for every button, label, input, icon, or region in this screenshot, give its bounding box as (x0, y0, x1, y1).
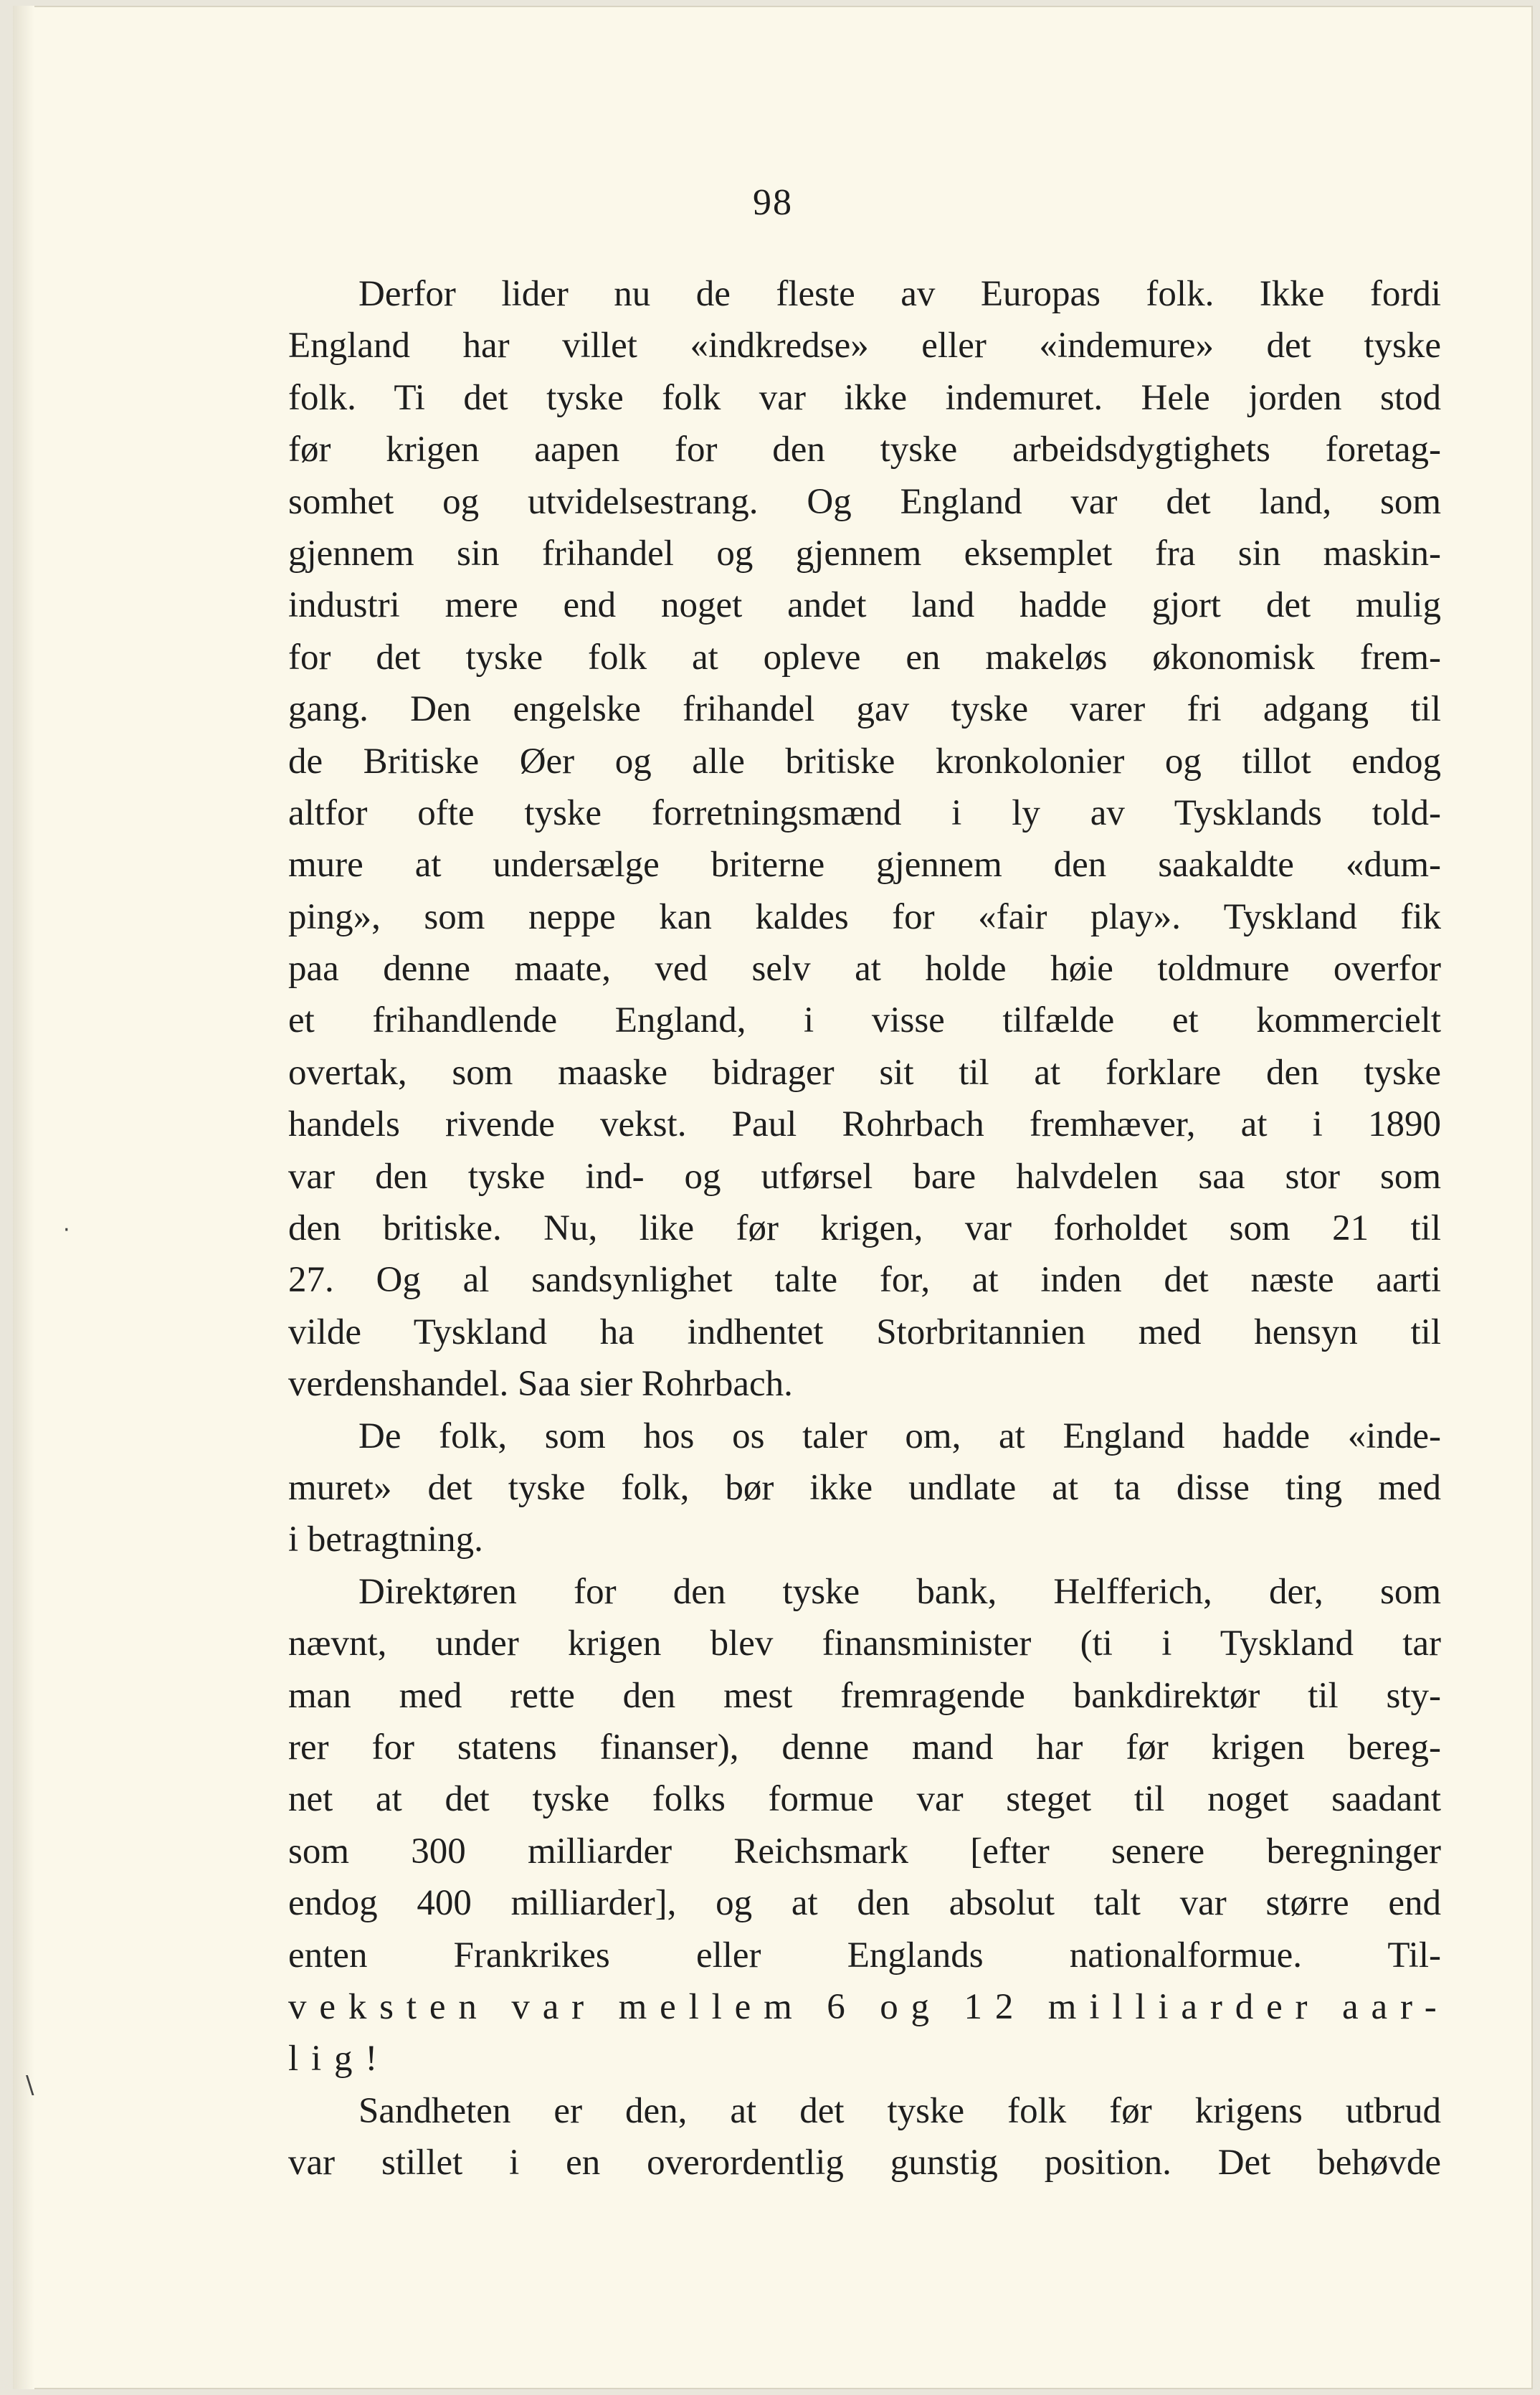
text-line: enten Frankrikes eller Englands nationalformue. Til- (288, 1935, 1441, 1976)
text-line: var den tyske ind- og utførsel bare halvdelen saa stor som (288, 1156, 1441, 1197)
text-line: De folk, som hos os taler om, at England hadde «inde- (358, 1415, 1441, 1456)
text-line: nævnt, under krigen blev finansminister (ti i Tyskland tar (288, 1623, 1441, 1664)
text-line: somhet og utvidelsestrang. Og England var det land, som (288, 481, 1441, 522)
text-line: verdenshandel. Saa sier Rohrbach. (288, 1364, 793, 1405)
text-line-spaced: lig! (288, 2039, 391, 2079)
text-line: 27. Og al sandsynlighet talte for, at inden det næste aarti (288, 1260, 1441, 1301)
text-line: den britiske. Nu, like før krigen, var forholdet som 21 til (288, 1208, 1441, 1249)
text-line: rer for statens finanser), denne mand har før krigen bereg- (288, 1727, 1441, 1768)
margin-mark: \ (26, 2071, 34, 2100)
text-line: net at det tyske folks formue var steget til noget saadant (288, 1779, 1441, 1820)
text-line: altfor ofte tyske forretningsmænd i ly av Tysklands told- (288, 792, 1441, 833)
page-number: 98 (753, 182, 793, 223)
text-line: som 300 milliarder Reichsmark [efter senere beregninger (288, 1831, 1441, 1872)
text-line: overtak, som maaske bidrager sit til at forklare den tyske (288, 1052, 1441, 1093)
page-edge (13, 6, 34, 2389)
text-line: gjennem sin frihandel og gjennem eksemplet fra sin maskin- (288, 533, 1441, 574)
text-line: ping», som neppe kan kaldes for «fair play». Tyskland fik (288, 896, 1441, 937)
text-line-spaced: veksten var mellem 6 og 12 milliarder aar- (288, 1986, 1450, 2027)
text-line: de Britiske Øer og alle britiske kronkolonier og tillot endog (288, 741, 1441, 782)
text-line: folk. Ti det tyske folk var ikke indemuret. Hele jorden stod (288, 377, 1441, 418)
text-line: industri mere end noget andet land hadde gjort det mulig (288, 585, 1441, 626)
text-line: i betragtning. (288, 1519, 483, 1560)
book-page (13, 6, 1533, 2389)
body-text (288, 268, 1450, 2188)
text-line: et frihandlende England, i visse tilfælde et kommercielt (288, 1000, 1441, 1041)
text-line: muret» det tyske folk, bør ikke undlate at ta disse ting med (288, 1467, 1441, 1508)
text-line: handels rivende vekst. Paul Rohrbach fremhæver, at i 1890 (288, 1104, 1441, 1145)
text-line: Direktøren for den tyske bank, Helfferich, der, som (358, 1571, 1441, 1612)
text-line: vilde Tyskland ha indhentet Storbritannien med hensyn til (288, 1312, 1441, 1352)
text-line: endog 400 milliarder], og at den absolut talt var større end (288, 1883, 1441, 1924)
text-line: for det tyske folk at opleve en makeløs økonomisk frem- (288, 637, 1441, 678)
text-line: Sandheten er den, at det tyske folk før krigens utbrud (358, 2090, 1441, 2131)
margin-mark: · (63, 1218, 70, 1243)
text-line: gang. Den engelske frihandel gav tyske varer fri adgang til (288, 689, 1441, 730)
text-line: Derfor lider nu de fleste av Europas folk. Ikke fordi (358, 274, 1441, 314)
text-line: var stillet i en overordentlig gunstig position. Det behøvde (288, 2143, 1441, 2183)
text-line: man med rette den mest fremragende bankdirektør til sty- (288, 1675, 1441, 1716)
text-line: mure at undersælge briterne gjennem den saakaldte «dum- (288, 845, 1441, 886)
text-line: paa denne maate, ved selv at holde høie toldmure overfor (288, 949, 1441, 990)
text-line: før krigen aapen for den tyske arbeidsdygtighets foretag- (288, 430, 1441, 470)
text-line: England har villet «indkredse» eller «indemure» det tyske (288, 326, 1441, 366)
